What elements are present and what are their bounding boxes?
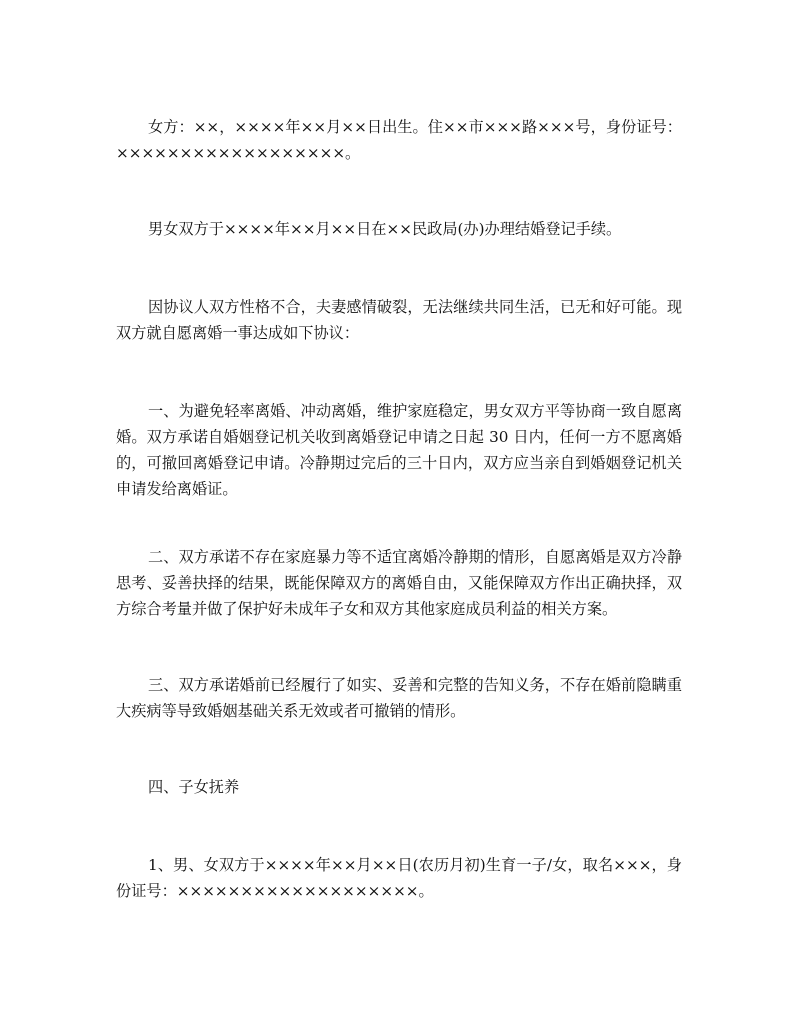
paragraph-marriage-registration: 男女双方于××××年××月××日在××民政局(办)办理结婚登记手续。	[148, 220, 622, 238]
paragraph-child-info: 1、男、女双方于××××年××月××日(农历月初)生育一子/女，取名×××，身份证号：×××××××××××××××××××。	[116, 856, 682, 900]
paragraph-clause-three: 三、双方承诺婚前已经履行了如实、妥善和完整的告知义务，不存在婚前隐瞒重大疾病等导致婚姻基础关系无效或者可撤销的情形。	[116, 676, 682, 720]
paragraph-clause-one: 一、为避免轻率离婚、冲动离婚，维护家庭稳定，男女双方平等协商一致自愿离婚。双方承诺自婚姻登记机关收到离婚登记申请之日起 30 日内，任何一方不愿离婚的，可撤回离婚登记申请。冷静期过完后的三十日内，双方应当亲自到婚姻登记机关申请发给离婚证。	[116, 402, 682, 498]
paragraph-clause-two: 二、双方承诺不存在家庭暴力等不适宜离婚冷静期的情形，自愿离婚是双方冷静思考、妥善抉择的结果，既能保障双方的离婚自由，又能保障双方作出正确抉择，双方综合考量并做了保护好未成年子女和双方其他家庭成员利益的相关方案。	[116, 548, 682, 618]
paragraph-wife-info: 女方：××，××××年××月××日出生。住××市×××路×××号，身份证号：××××××××××××××××××。	[116, 118, 682, 162]
paragraph-reason: 因协议人双方性格不合，夫妻感情破裂，无法继续共同生活，已无和好可能。现双方就自愿离婚一事达成如下协议：	[116, 298, 682, 342]
section-heading-child-custody: 四、子女抚养	[148, 778, 240, 796]
